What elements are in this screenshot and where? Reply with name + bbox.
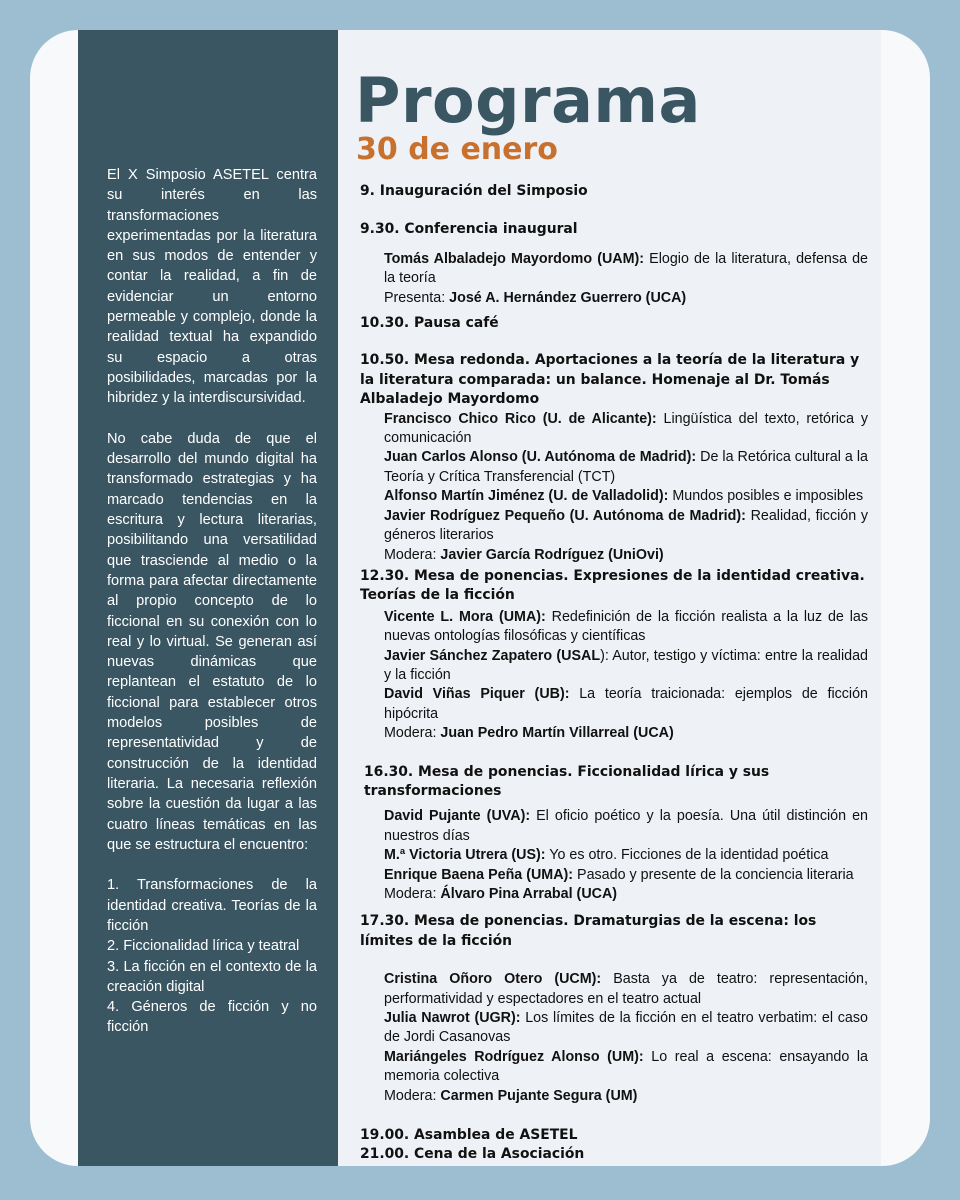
program-slot: 10.30. Pausa café bbox=[360, 315, 499, 332]
program-slot: 9. Inauguración del Simposio bbox=[360, 183, 588, 199]
moderator-label: Modera: bbox=[384, 1087, 441, 1104]
speaker-name: Javier Rodríguez Pequeño (U. Autónoma de Madrid): bbox=[384, 507, 746, 524]
entry bbox=[384, 685, 868, 724]
moderator bbox=[384, 885, 868, 904]
presenter-label: Presenta: bbox=[384, 289, 450, 306]
speaker-name: David Viñas Piquer (UB): bbox=[384, 686, 570, 703]
entry bbox=[384, 487, 868, 506]
entry bbox=[384, 410, 868, 449]
talk-title: El oficio poético y la poesía. Una útil distinción en nuestros días bbox=[384, 808, 869, 844]
program-list bbox=[360, 182, 868, 1165]
speaker-name: David Pujante (UVA): bbox=[384, 808, 531, 825]
speaker-name: Javier Sánchez Zapatero (USAL bbox=[384, 647, 601, 664]
talk-title: Yo es otro. Ficciones de la identidad poética bbox=[545, 847, 829, 864]
program-slot: 12.30. Mesa de ponencias. Expresiones de la identidad creativa. Teorías de la ficción bbox=[360, 567, 865, 604]
poster-card bbox=[30, 30, 930, 1166]
talk-title: Lo real a escena: ensayando la memoria colectiva bbox=[384, 1048, 869, 1085]
thematic-line: 4. Géneros de ficción y no ficción bbox=[107, 999, 317, 1036]
talk-title: Redefinición de la ficción realista a la luz de las nuevas ontologías filosóficas y científicas bbox=[384, 608, 868, 645]
speaker-name: M.ª Victoria Utrera (US): bbox=[384, 847, 546, 864]
talk-title: Elogio de la literatura, defensa de la teoría bbox=[384, 250, 868, 287]
moderator-name: Javier García Rodríguez (UniOvi) bbox=[440, 546, 664, 563]
talk-title: Los límites de la ficción en el teatro verbatim: el caso de Jordi Casanovas bbox=[384, 1010, 868, 1046]
entry bbox=[384, 1009, 868, 1048]
thematic-line: 1. Transformaciones de la identidad creativa. Teorías de la ficción bbox=[107, 877, 317, 934]
program-slot: 16.30. Mesa de ponencias. Ficcionalidad lírica y sus transformaciones bbox=[364, 763, 770, 799]
speaker-name: Juan Carlos Alonso (U. Autónoma de Madrid): bbox=[384, 449, 697, 466]
talk-title: Basta ya de teatro: representación, performatividad y espectadores en el teatro actual bbox=[384, 971, 868, 1007]
page-title: Programa bbox=[355, 64, 701, 137]
speaker-name: Julia Nawrot (UGR): bbox=[384, 1010, 521, 1027]
moderator bbox=[384, 1087, 868, 1106]
entry bbox=[384, 970, 868, 1009]
presenter-name: José A. Hernández Guerrero (UCA) bbox=[449, 289, 687, 306]
talk-title: Pasado y presente de la conciencia literaria bbox=[573, 866, 854, 883]
talk-title: De la Retórica cultural a la Teoría y Crítica Transferencial (TCT) bbox=[384, 449, 868, 485]
moderator-name: Juan Pedro Martín Villarreal (UCA) bbox=[440, 725, 674, 742]
presenter bbox=[384, 289, 868, 308]
slot-entries bbox=[360, 970, 868, 1106]
program-slot: 19.00. Asamblea de ASETEL bbox=[360, 1127, 578, 1144]
talk-title: La teoría traicionada: ejemplos de ficción hipócrita bbox=[384, 686, 868, 722]
speaker-name: Francisco Chico Rico (U. de Alicante): bbox=[384, 410, 657, 427]
moderator bbox=[384, 546, 868, 565]
entry bbox=[384, 807, 868, 846]
intro-text bbox=[107, 165, 317, 1038]
speaker-name: Enrique Baena Peña (UMA): bbox=[384, 866, 574, 883]
slot-entries bbox=[360, 410, 868, 565]
intro-paragraph: El X Simposio ASETEL centra su interés en las transformaciones experimentadas por la literatura en sus modos de entender y contar la realidad, a fin de evidenciar un entorno permeable y complejo, donde la realidad textual ha expandido su espacio a otras posibilidades, marcadas por la hibridez y la interdiscursividad. bbox=[107, 167, 317, 407]
intro-paragraph: No cabe duda de que el desarrollo del mundo digital ha transformado estrategias y ha marcado tendencias en la escritura y lectura literarias, posibilitando una versatilidad que trasciende al medio o la forma para afectar directamente al propio concepto de lo ficcional en su conexión con lo real y lo virtual. Se generan así nuevas dinámicas que replantean el estatuto de lo ficcional para establecer otros modelos posibles de representatividad y de construcción de la identidad literaria. La necesaria reflexión sobre la cuestión da lugar a las cuatro líneas temáticas en las que se estructura el encuentro: bbox=[107, 430, 317, 853]
talk-title: Realidad, ficción y géneros literarios bbox=[384, 507, 868, 544]
slot-entries bbox=[360, 807, 868, 904]
entry bbox=[384, 647, 868, 686]
program-slot: 10.50. Mesa redonda. Aportaciones a la teoría de la literatura y la literatura comparada: un balance. Homenaje al Dr. Tomás Albaladejo Mayordomo bbox=[360, 352, 860, 408]
entry bbox=[384, 846, 868, 865]
talk-title: Lingüística del texto, retórica y comunicación bbox=[384, 410, 868, 447]
speaker-name: Mariángeles Rodríguez Alonso (UM): bbox=[384, 1048, 644, 1065]
program-slot: 17.30. Mesa de ponencias. Dramaturgias de la escena: los límites de la ficción bbox=[360, 913, 817, 949]
slot-entries bbox=[360, 608, 868, 744]
program-slot: 21.00. Cena de la Asociación bbox=[360, 1146, 585, 1163]
thematic-line: 3. La ficción en el contexto de la creación digital bbox=[107, 958, 317, 995]
speaker-name: Vicente L. Mora (UMA): bbox=[384, 608, 546, 625]
thematic-lines bbox=[107, 875, 317, 1037]
event-date: 30 de enero bbox=[356, 132, 558, 167]
entry bbox=[384, 448, 868, 487]
entry bbox=[384, 1048, 868, 1087]
speaker-name: Alfonso Martín Jiménez (U. de Valladolid): bbox=[384, 488, 669, 505]
entry bbox=[384, 866, 868, 885]
moderator-label: Modera: bbox=[384, 886, 441, 902]
speaker-name: Tomás Albaladejo Mayordomo (UAM): bbox=[384, 250, 645, 267]
entry bbox=[384, 507, 868, 546]
talk-title: Mundos posibles e imposibles bbox=[668, 488, 864, 505]
moderator bbox=[384, 724, 868, 743]
moderator-label: Modera: bbox=[384, 725, 441, 742]
entry bbox=[384, 608, 868, 647]
moderator-label: Modera: bbox=[384, 546, 441, 563]
entry bbox=[384, 250, 868, 289]
speaker-name: Cristina Oñoro Otero (UCM): bbox=[384, 971, 602, 988]
talk-title: ): Autor, testigo y víctima: entre la realidad y la ficción bbox=[384, 647, 868, 683]
thematic-line: 2. Ficcionalidad lírica y teatral bbox=[107, 938, 300, 955]
slot-entries bbox=[360, 250, 868, 308]
moderator-name: Carmen Pujante Segura (UM) bbox=[440, 1087, 638, 1104]
program-slot: 9.30. Conferencia inaugural bbox=[360, 221, 578, 238]
moderator-name: Álvaro Pina Arrabal (UCA) bbox=[440, 886, 618, 902]
